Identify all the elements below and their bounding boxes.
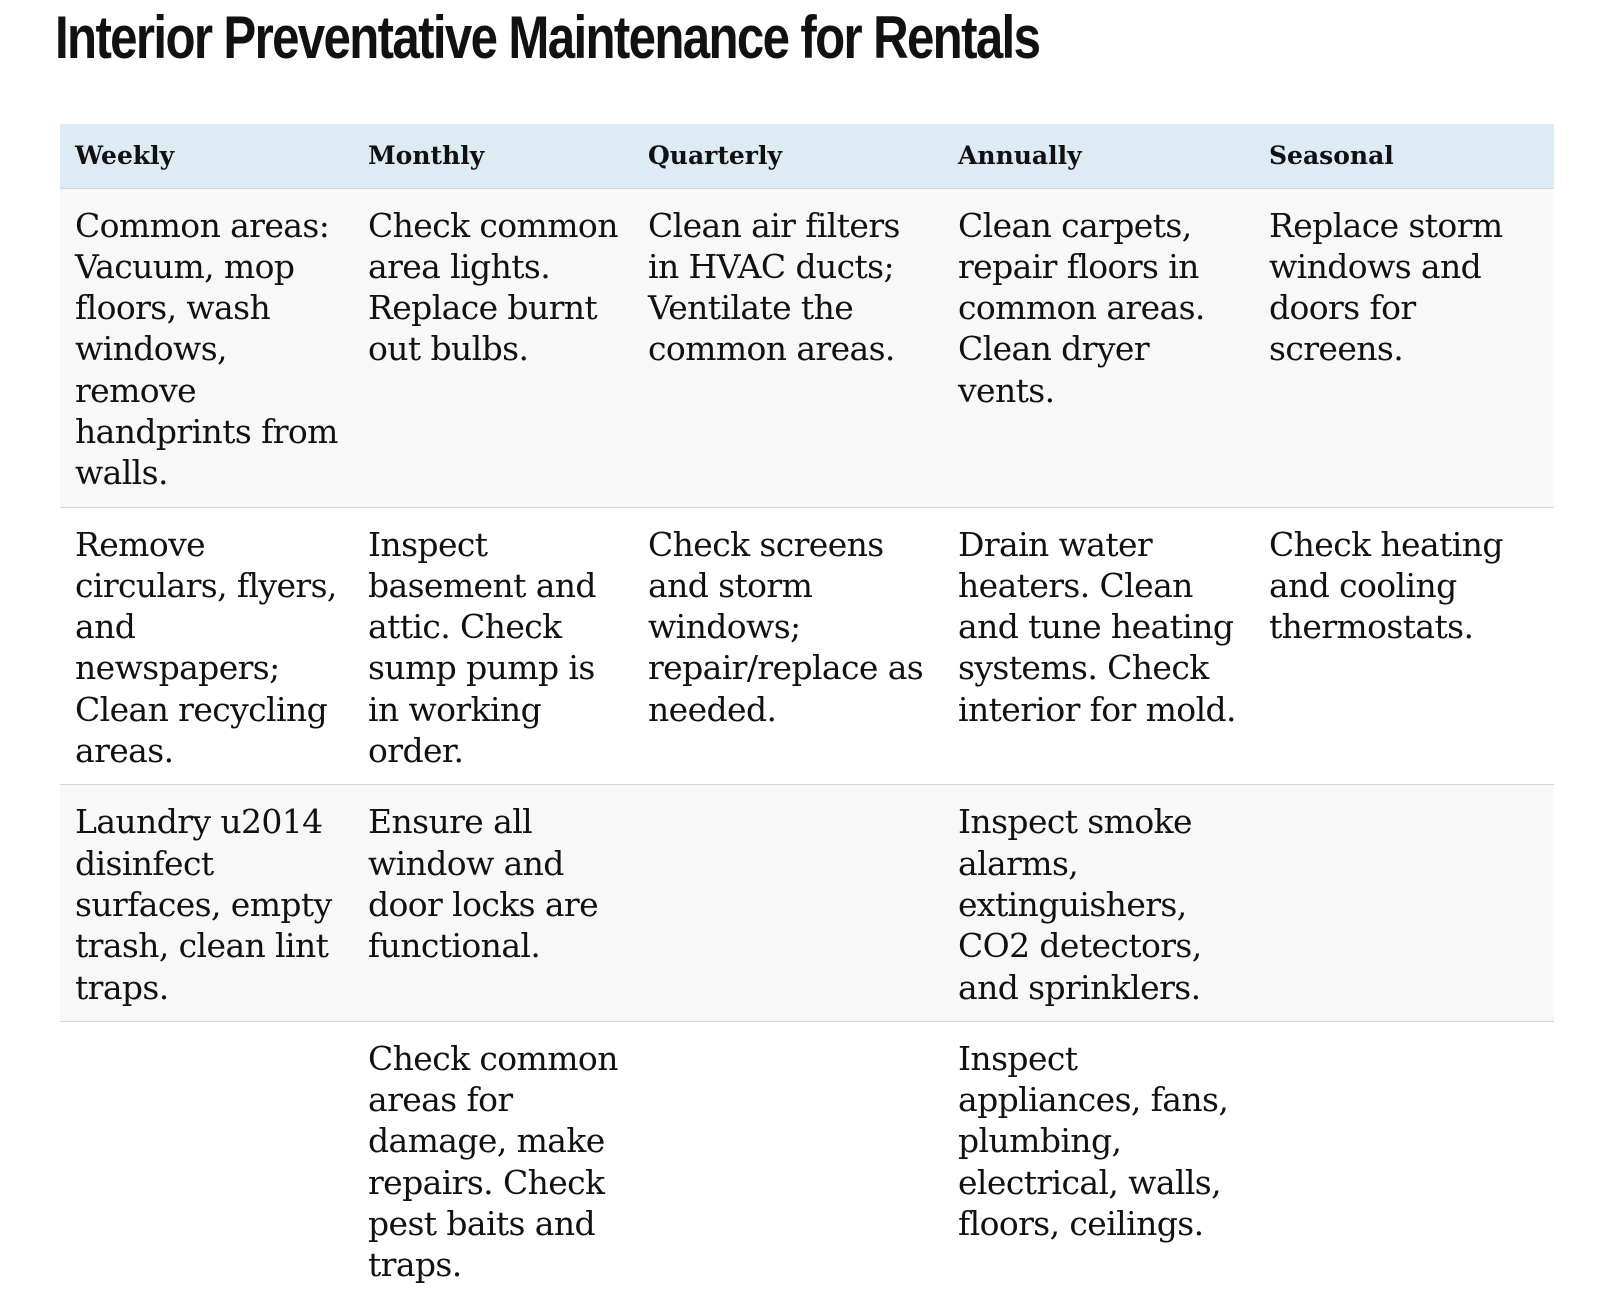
table-cell-seasonal: Check heating and cooling thermostats.: [1269, 524, 1503, 647]
table-row: [60, 785, 1554, 1021]
page-title: Interior Preventative Maintenance for Rentals: [55, 4, 1040, 71]
table-cell-annually: Clean carpets, repair floors in common areas. Clean dryer vents.: [958, 205, 1205, 410]
table-cell-monthly: Inspect basement and attic. Check sump pump is in working order.: [368, 524, 596, 771]
table-cell-seasonal: [1254, 1021, 1554, 1298]
header-seasonal: Seasonal: [1254, 124, 1554, 188]
header-weekly: Weekly: [60, 124, 353, 188]
header-quarterly: Quarterly: [633, 124, 943, 188]
table-cell-quarterly: Clean air filters in HVAC ducts; Ventilate the common areas.: [648, 205, 900, 369]
table-cell-monthly: Check common areas for damage, make repairs. Check pest baits and traps.: [368, 1038, 618, 1285]
table-cell-weekly: Laundry u2014 disinfect surfaces, empty trash, clean lint traps.: [75, 802, 332, 1007]
table-body: [60, 188, 1554, 1299]
table-cell-annually: Inspect smoke alarms, extinguishers, CO2 detectors, and sprinklers.: [958, 802, 1202, 1007]
table-cell-monthly: Check common area lights. Replace burnt out bulbs.: [368, 205, 618, 369]
table-row: [60, 188, 1554, 507]
table-cell-quarterly: [633, 785, 943, 1021]
header-annually: Annually: [943, 124, 1254, 188]
table-cell-quarterly: Check screens and storm windows; repair/replace as needed.: [648, 524, 924, 729]
table-cell-annually: Inspect appliances, fans, plumbing, electrical, walls, floors, ceilings.: [958, 1038, 1229, 1244]
table-cell-weekly: Remove circulars, flyers, and newspapers; Clean recycling areas.: [75, 524, 337, 771]
table-row: [60, 1021, 1554, 1298]
maintenance-table: [60, 124, 1554, 1299]
table-cell-weekly: [60, 1021, 353, 1298]
table-row: [60, 507, 1554, 785]
table-cell-seasonal: [1254, 785, 1554, 1021]
header-row: [60, 124, 1554, 188]
table-cell-weekly: Common areas: Vacuum, mop floors, wash windows, remove handprints from walls.: [75, 205, 338, 493]
table-cell-annually: Drain water heaters. Clean and tune heating systems. Check interior for mold.: [958, 524, 1236, 729]
table-cell-seasonal: Replace storm windows and doors for screens.: [1269, 205, 1503, 369]
header-monthly: Monthly: [353, 124, 633, 188]
table-header: [60, 124, 1554, 188]
table-cell-monthly: Ensure all window and door locks are functional.: [368, 802, 599, 966]
table-cell-quarterly: [633, 1021, 943, 1298]
